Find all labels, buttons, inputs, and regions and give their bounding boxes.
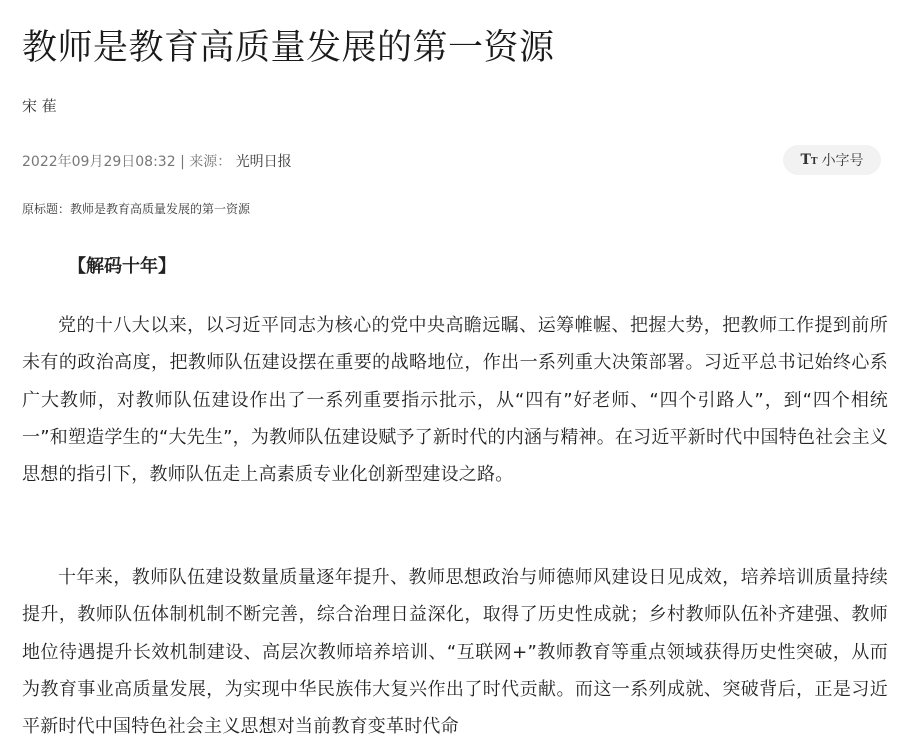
meta-separator: | <box>180 154 185 170</box>
article-title: 教师是教育高质量发展的第一资源 <box>22 28 555 68</box>
article-meta <box>22 151 292 171</box>
body-paragraph: 党的十八大以来，以习近平同志为核心的党中央高瞻远瞩、运筹帷幄、把握大势，把教师工作提到前所未有的政治高度，把教师队伍建设摆在重要的战略地位，作出一系列重大决策部署。习近平总书记始终心系广大教师，对教师队伍建设作出了一系列重要指示批示，从“四有”好老师、“四个引路人”，到“四个相统一”和塑造学生的“大先生”，为教师队伍建设赋予了新时代的内涵与精神。在习近平新时代中国特色社会主义思想的指引下，教师队伍走上高素质专业化创新型建设之路。 <box>22 315 888 486</box>
section-heading: 【解码十年】 <box>68 256 176 277</box>
original-title: 原标题：教师是教育高质量发展的第一资源 <box>22 202 251 216</box>
body-paragraph: 十年来，教师队伍建设数量质量逐年提升、教师思想政治与师德师风建设日见成效，培养培训质量持续提升，教师队伍体制机制不断完善，综合治理日益深化，取得了历史性成就；乡村教师队伍补齐建强、教师地位待遇提升长效机制建设、高层次教师培养培训、“互联网+”教师教育等重点领域获得历史性突破，从而为教育事业高质量发展，为实现中华民族伟大复兴作出了时代贡献。而这一系列成就、突破背后，正是习近平新时代中国特色社会主义思想对当前教育变革时代命 <box>22 567 888 738</box>
font-size-toggle-label: 小字号 <box>821 153 864 169</box>
text-size-icon: TT <box>800 152 818 168</box>
font-size-toggle-button[interactable] <box>783 145 881 175</box>
article-author: 宋 萑 <box>22 97 57 115</box>
source-name: 光明日报 <box>235 154 292 170</box>
publish-datetime: 2022年09月29日08:32 <box>22 154 176 170</box>
source-label: 来源： <box>189 154 232 170</box>
